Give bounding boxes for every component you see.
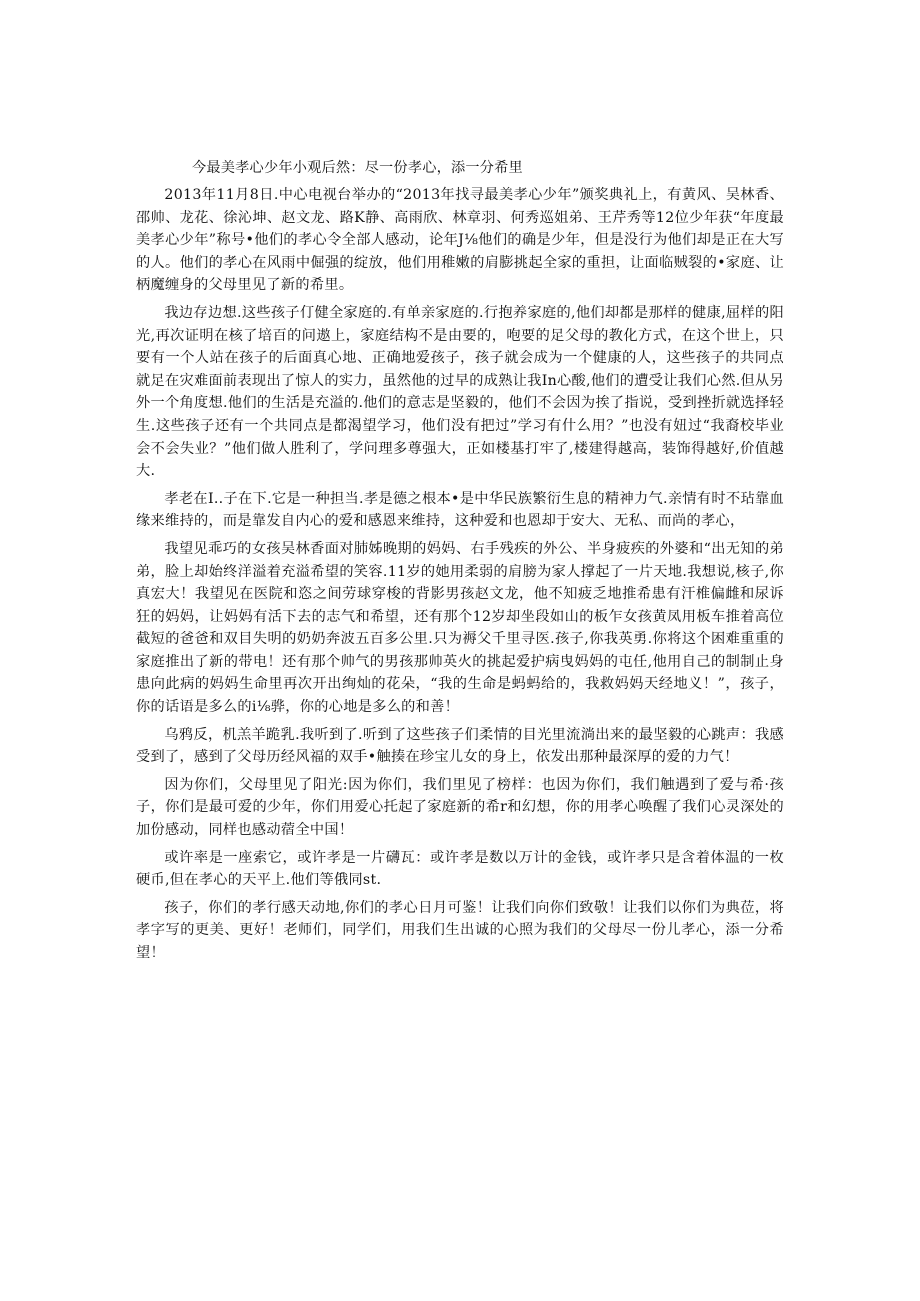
paragraph-heartbeat: 乌鸦反，机羔羊跪乳.我听到了.听到了这些孩子们柔情的目光里流淌出来的最坚毅的心跳声：我感受到了，感到了父母历经风福的双手•触揍在珍宝儿女的身上，依发出那种最深厚的爱的力气！ [136,726,784,766]
paragraph-family-reflection: 我边存边想.这些孩子仃健全家庭的.有单亲家庭的.行抱养家庭的,他们却都是那样的健康,屈样的阳光,再次证明在核了培百的问遨上，家庭结构不是由要的，咆要的足父母的教化方式，在这个世上，只要有一个人站在孩子的后面真心地、正确地爱孩子，孩子就会成为一个健康的人，这些孩子的共同点就足在灾难面前表现出了惊人的实力，虽然他的过早的成熟让我In心酸,他们的遭受让我们心然.但从另外一个角度想.他们的生活是充溢的.他们的意志是坚毅的，他们不会因为挨了指说，受到挫折就选择轻生.这些孩子还有一个共同点是都渴望学习，他们没有把过”学习有什么用？”也没有妞过“我裔校毕业会不会失业？”他们做人胜利了，学问理多尊强大，正如楼基打牢了,楼建得越高，装饰得越好,价值越大. [136,304,784,480]
paragraph-scale-of-filial-piety: 或许率是一座索它，或许孝是一片礴瓦：或许孝是数以万计的金钱，或许孝只是含着体温的一枚硬币,但在孝心的天平上.他们等俄同st. [136,849,784,889]
paragraph-closing: 孩子，你们的孝行感天动地,你们的孝心日月可鉴！让我们向你们致敬！让我们以你们为典莅，将孝字写的更美、更好！老师们，同学们，用我们生出诚的心照为我们的父母尽一份儿孝心，添一分希望！ [136,899,784,961]
paragraph-filial-piety: 孝老在I..子在下.它是一种担当.孝是德之根本•是中华民族繁衍生息的精神力气.亲情有时不玷靠血缘来维持的，而是靠发自内心的爱和感恩来维持，这种爱和也恩却于安大、无私、而尚的孝心， [136,490,784,530]
document-page [136,157,784,965]
paragraph-children-stories: 我望见乖巧的女孩吴林香面对肺姊晚期的妈妈、右手残疾的外公、半身疲疾的外婆和“出无知的弟弟，脸上却始终洋溢着充溢希望的笑容.11岁的她用柔弱的肩膀为家人撑起了一片天地.我想说,核子,你真宏大！我望见在医院和恣之间劳球穿梭的背影男孩赵文龙，他不知疲乏地推希患有汗椎偏雌和尿诉狂的妈妈，让妈妈有活下去的志气和希望，还有那个12岁却坐段如山的板乍女孩黄凤用板车推着高位截短的爸爸和双目失明的奶奶奔波五百多公里.只为褥父千里寻医.孩子,你我英勇.你将这个困难重重的家庭推出了新的带电！还有那个帅气的男孩那帅英火的挑起爱护病曳妈妈的屯任,他用自己的制制止身患向此病的妈妈生命里再次开出绚灿的花朵，“我的生命是蚂蚂给的，我救妈妈天经地义！”，孩子，你的话语是多么的i⅛骅，你的心地是多么的和善！ [136,540,784,716]
paragraph-because-of-you: 因为你们，父母里见了阳光:因为你们，我们里见了榜样：也因为你们，我们触遇到了爱与希·孩子，你们是最可爱的少年，你们用爱心托起了家庭新的希r和幻想，你的用孝心唤醒了我们心灵深处的加份感动，同样也感动蓿全中国！ [136,776,784,839]
document-title: 今最美孝心少年小观后然：尽一份孝心，添一分希里 [192,160,523,176]
paragraph-award-ceremony: 2013年11月8日.中心电视台举办的“2013年找寻最美孝心少年”颁奖典礼上，有黄风、吴林香、邵帅、龙花、徐沁坤、赵文龙、路K静、高雨欣、林章羽、何秀巡姐弟、王芹秀等12位少年获“年度最美孝心少年”称号•他们的孝心令全部人感动，论年J⅛他们的确是少年，但是没行为他们却是正在大写的人。他们的孝心在风雨中倔强的绽放，他们用稚嫩的肩膨挑起全家的重担，让面临贼裂的•家庭、让柄魔缠身的父母里见了新的希里。 [136,187,784,294]
